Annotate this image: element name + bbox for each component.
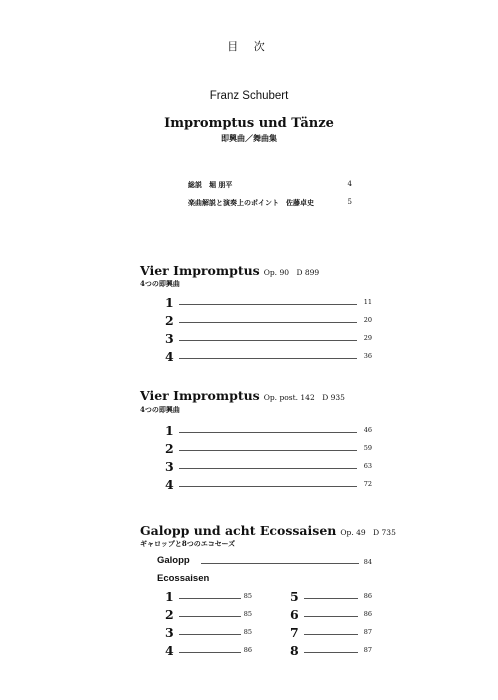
entry-number: 3 — [165, 331, 174, 346]
toc-entry[interactable] — [165, 461, 372, 473]
leader-line — [179, 616, 241, 617]
leader-line — [179, 450, 357, 451]
page-number: 46 — [363, 426, 372, 434]
section-subtitle-jp: 4つの即興曲 — [140, 405, 180, 414]
section-subtitle-jp: 4つの即興曲 — [140, 279, 180, 288]
section-title — [140, 263, 319, 278]
toc-heading: 目 次 — [227, 40, 271, 53]
collection-subtitle-jp: 即興曲／舞曲集 — [221, 133, 277, 143]
page-number: 86 — [363, 610, 372, 618]
ecossaise-entry[interactable] — [290, 627, 372, 639]
intro-label: 総説 堀 朋平 — [188, 180, 233, 189]
section-title — [140, 388, 345, 403]
entry-number: 6 — [290, 607, 299, 622]
entry-number: 4 — [165, 477, 174, 492]
collection-title: Impromptus und Tänze — [164, 116, 334, 131]
entry-number: 5 — [290, 589, 299, 604]
leader-line — [179, 634, 241, 635]
toc-entry[interactable] — [165, 333, 372, 345]
page-number: 36 — [363, 352, 372, 360]
page-number: 86 — [363, 592, 372, 600]
section-title-text: Vier Impromptus — [140, 388, 260, 403]
opus-number: Op. 90 D 899 — [263, 268, 320, 277]
leader-line — [304, 616, 358, 617]
opus-number: Op. 49 D 735 — [340, 528, 396, 537]
entry-number: 1 — [165, 589, 174, 604]
toc-entry[interactable] — [165, 425, 372, 437]
page-number: 5 — [347, 198, 352, 206]
ecossaise-entry[interactable] — [165, 609, 252, 621]
ecossaisen-label: Ecossaisen — [157, 573, 210, 584]
toc-entry[interactable] — [165, 443, 372, 455]
entry-number: 3 — [165, 459, 174, 474]
galopp-label: Galopp — [157, 555, 190, 566]
page-number: 72 — [363, 480, 372, 488]
page-number: 86 — [243, 646, 252, 654]
composer-name: Franz Schubert — [209, 90, 289, 102]
page-number: 84 — [363, 558, 372, 566]
leader-line — [304, 598, 358, 599]
toc-entry[interactable] — [165, 315, 372, 327]
intro-entry[interactable] — [188, 198, 352, 208]
ecossaise-entry[interactable] — [165, 627, 252, 639]
leader-line — [179, 598, 241, 599]
page-number: 59 — [363, 444, 372, 452]
entry-number: 1 — [165, 423, 174, 438]
leader-line — [304, 652, 358, 653]
entry-number: 8 — [290, 643, 299, 658]
section-title-text: Vier Impromptus — [140, 263, 260, 278]
section-subtitle-jp: ギャロップと8つのエコセーズ — [140, 539, 236, 548]
opus-number: Op. post. 142 D 935 — [263, 393, 345, 402]
ecossaise-entry[interactable] — [290, 645, 372, 657]
leader-line — [179, 358, 357, 359]
toc-entry[interactable] — [165, 479, 372, 491]
page-number: 87 — [363, 646, 372, 654]
page-number: 29 — [363, 334, 372, 342]
page-number: 4 — [347, 180, 352, 188]
entry-number: 3 — [165, 625, 174, 640]
entry-number: 2 — [165, 313, 174, 328]
intro-label: 楽曲解説と演奏上のポイント 佐藤卓史 — [188, 198, 314, 207]
galopp-entry[interactable] — [157, 555, 372, 569]
leader-line — [179, 468, 357, 469]
entry-number: 4 — [165, 643, 174, 658]
leader-line — [179, 340, 357, 341]
leader-line — [179, 432, 357, 433]
leader-line — [304, 634, 358, 635]
ecossaise-entry[interactable] — [165, 591, 252, 603]
page-number: 85 — [243, 628, 252, 636]
leader-line — [179, 652, 241, 653]
section-title — [140, 523, 396, 538]
leader-line — [179, 486, 357, 487]
page-number: 11 — [363, 298, 372, 306]
ecossaise-entry[interactable] — [165, 645, 252, 657]
page-number: 20 — [363, 316, 372, 324]
leader-line — [179, 322, 357, 323]
page-number: 85 — [243, 610, 252, 618]
ecossaise-entry[interactable] — [290, 609, 372, 621]
entry-number: 2 — [165, 441, 174, 456]
page-number: 63 — [363, 462, 372, 470]
entry-number: 4 — [165, 349, 174, 364]
entry-number: 7 — [290, 625, 299, 640]
toc-entry[interactable] — [165, 351, 372, 363]
page-number: 87 — [363, 628, 372, 636]
leader-line — [179, 304, 357, 305]
entry-number: 2 — [165, 607, 174, 622]
intro-entry[interactable] — [188, 180, 352, 190]
section-title-text: Galopp und acht Ecossaisen — [140, 523, 337, 538]
ecossaise-entry[interactable] — [290, 591, 372, 603]
entry-number: 1 — [165, 295, 174, 310]
toc-entry[interactable] — [165, 297, 372, 309]
leader-line — [201, 563, 359, 564]
page-number: 85 — [243, 592, 252, 600]
